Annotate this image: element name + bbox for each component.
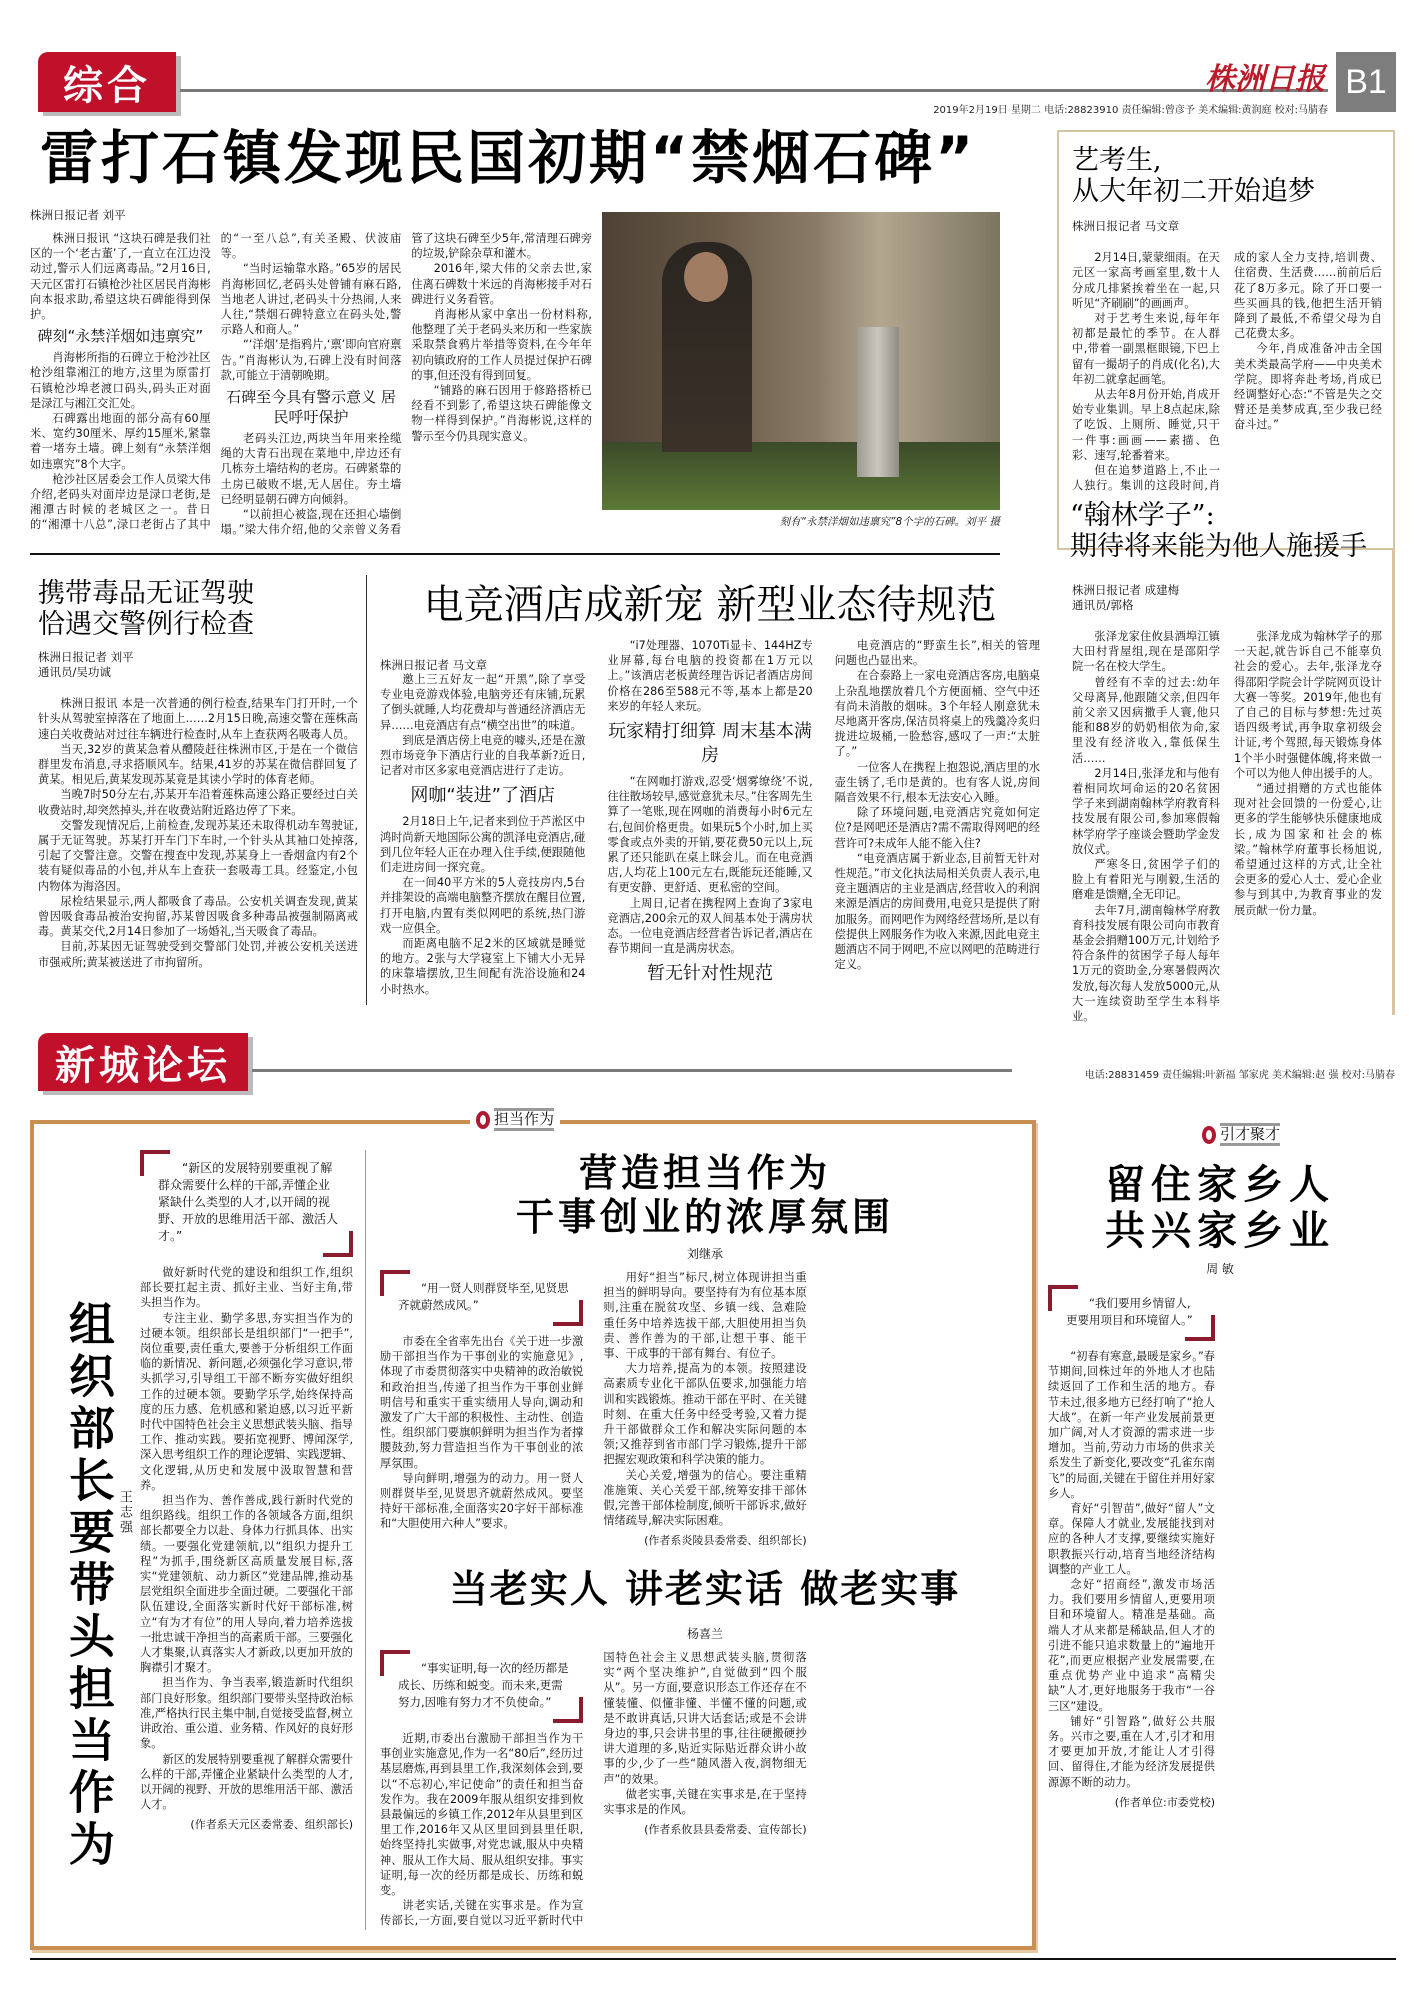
paragraph: 铺好“引智路”,做好公共服务。兴市之要,重在人才,引才和用才要更加开放,才能让人才引得回、留得住,才能为经济发展提供源源不断的动力。 — [1048, 1714, 1215, 1789]
circle-icon — [476, 1111, 490, 1129]
paragraph: 而距离电脑不足2米的区域就是睡觉的地方。2张与大学寝室上下铺大小无异的床靠墙摆放,卫生间配有洗浴设施和24小时热水。 — [380, 937, 586, 996]
masthead-logo: 株洲日报 — [1205, 62, 1325, 97]
paragraph: 育好“引智苗”,做好“留人”文章。保障人才就业,发展能找到对应的各种人才支撑,要继续实施好职教振兴行动,培育当地经济结构调整的产业工人。 — [1048, 1502, 1215, 1576]
paragraph: 担当作为、争当表率,锻造新时代组织部门良好形象。组织部门要带头坚持政治标准,严格执行民主集中制,自觉接受监督,树立讲政治、重公道、业务精、作风好的良好形象。 — [140, 1676, 353, 1751]
honest-author: 杨喜兰 — [686, 1627, 723, 1641]
page-number: B1 — [1336, 52, 1396, 112]
paragraph: 去年7月,湖南翰林学府教育科技发展有限公司向市教育基金会捐赠100万元,计划给予符合条件的贫困学子每人每年1万元的资助金,分寒暑假两次发放,每次每人发放5000元,从大一连续资助至学生本科毕业。 — [1072, 903, 1220, 1024]
paragraph: 用好“担当”标尺,树立体现讲担当重担当的鲜明导向。要坚持有为有位基本原则,注重在脱贫攻坚、乡镇一线、急难险重任务中培养选拔干部,大胆使用担当负责、善作善为的干部,让想干事、能干事、干成事的干部有舞台、有位子。 — [603, 1271, 807, 1361]
subheading: 网咖“装进”了酒店 — [410, 785, 555, 807]
paragraph: 张泽龙成为翰林学子的那一天起,就告诉自己不能辜负社会的爱心。去年,张泽龙夺得邵阳学院会计学院网页设计大赛一等奖。2019年,他也有了自己的目标与梦想:先过英语四级考试,再争取拿初级会计证,考个驾照,每天锻炼身体1个半小时强健体魄,将来做一个可以为他人伸出援手的人。 — [1234, 630, 1382, 780]
circle-icon — [1202, 1126, 1216, 1144]
stone-tablet — [857, 327, 899, 477]
hometown-quote: “我们要用乡情留人,更要用项目和环境留人。” — [1048, 1285, 1215, 1341]
lead-headline: 雷打石镇发现民国初期“禁烟石碑” — [40, 124, 977, 192]
paragraph: 株洲日报讯 本是一次普通的例行检查,结果车门打开时,一个针头从驾驶室掉落在了地面上……2月15日晚,高速交警在莲株高速白关收费站对过往车辆进行检查时,从车上查获两名吸毒人员。 — [38, 697, 358, 741]
hometown-signature: (作者单位:市委党校) — [1114, 1795, 1215, 1809]
headline-line: 期待将来能为他人施援手 — [1070, 531, 1367, 563]
title-line: 共兴家乡业 — [1105, 1208, 1335, 1254]
paragraph: “初春有寒意,最暖是家乡。”春节期间,回株过年的外地人才也陆续返回了工作和生活的地方。春节未过,很多地方已经打响了“抢人大战”。在新一年产业发展前景更加广阔,对人才资源的需求进一步增加。当前,劳动力市场的供求关系发生了新变化,要改变“孔雀东南飞”的局面,关键在于留住并用好家乡人。 — [1048, 1350, 1215, 1500]
paragraph: “i7处理器、1070Ti显卡、144HZ专业屏幕,每台电脑的投资都在1万元以上。”该酒店老板黄经理告诉记者酒店房间价格在286至588元不等,基本上都是20来岁的年轻人来玩。 — [607, 639, 813, 713]
paragraph: “通过捐赠的方式也能体现对社会回馈的一份爱心,让更多的学生能够快乐健康地成长,成为国家和社会的栋梁。”翰林学府董事长杨旭说,希望通过这样的方式,让全社会更多的爱心人士、爱心企业参与到其中,为教育事业的发展贡献一份力量。 — [1234, 782, 1382, 917]
header-meta: 2019年2月19日 星期二 电话:28823910 责任编辑:曾彦予 美术编辑:黄润庭 校对:马腈春 — [933, 105, 1328, 116]
honest-title: 当老实人 讲老实话 做老实事 — [449, 1567, 961, 1611]
esports-headline: 电竞酒店成新宠 新型业态待规范 — [423, 582, 997, 628]
paragraph: 当天,32岁的黄某急着从醴陵赶往株洲市区,于是在一个微信群里发布消息,寻求搭顺风车。结果,41岁的苏某在微信群回复了黄某。相见后,黄某发现苏某竟是其读小学时的体育老师。 — [38, 742, 358, 787]
hanlin-body — [1072, 629, 1382, 1029]
honest-signature: (作者系攸县县委常委、宣传部长) — [644, 1823, 807, 1837]
paragraph: 石碑露出地面的部分高有60厘米、宽约30厘米、厚约15厘米,紧靠着一堵夯土墙。碑上刻有“永禁洋烟如违禀究”8个大字。 — [30, 412, 211, 471]
paragraph: 担当作为、善作善成,践行新时代党的组织路线。组织工作的各领域各方面,组织部长都要全力以赴、身体力行抓具体、出实绩。一要强化党建领航,以“组织力提升工程”为抓手,围绕新区高质量发展目标,落实“党建领航、动力新区”党建品牌,推动基层党组织全面进步全面过硬。二要强化干部队伍建设,全面落实新时代好干部标准,树立“有为才有位”的用人导向,着力培养选拔一批忠诚干净担当的高素质干部。三要强化人才集聚,认真落实人才新政,以更加开放的胸襟引才聚才。 — [140, 1494, 353, 1675]
paragraph: 对于艺考生来说,每年年初都是最忙的季节。在人群中,带着一副黑框眼镜,下巴上留有一撮胡子的肖成(化名),大年初二就拿起画笔。 — [1072, 311, 1220, 386]
paragraph: “以前担心被盗,现在还担心墙倒塌。”梁大伟介绍,他的父亲曾义务看管了这块石碑至少5年,常清理石碑旁的垃圾,铲除杂草和灌木。 — [220, 232, 592, 537]
column-divider — [365, 1150, 366, 1930]
tag-talent — [1196, 1123, 1286, 1146]
atmosphere-title — [380, 1152, 1030, 1239]
paragraph: 老码头江边,两块当年用来拴缆绳的大青石出现在菜地中,岸边还有几栋夯土墙结构的老房。石碑紧靠的土房已破败不堪,无人居住。夯土墙已经明显朝石碑方向倾斜。 — [220, 432, 402, 506]
atmosphere-article — [380, 1270, 1030, 1550]
paragraph: 从去年8月份开始,肖成开始专业集训。早上8点起床,除了吃饭、上厕所、睡觉,只干一件事:画画——素描、色彩、速写,轮番着来。 — [1072, 387, 1220, 462]
paragraph: 2月14日,蒙蒙细雨。在天元区一家高考画室里,数十人分成几排紧挨着坐在一起,只听见“齐刷刷”的画画声。 — [1072, 251, 1220, 310]
paragraph: 念好“招商经”,激发市场活力。我们要用乡情留人,更要用项目和环境留人。精准是基础。高端人才从来都是稀缺品,但人才的引进不能只追求数量上的“遍地开花”,而更应根据产业发展需要,在重点优势产业中追求“高精尖缺”人才,更好地服务于我市“一谷三区”建设。 — [1048, 1578, 1215, 1713]
divider — [30, 553, 1000, 555]
org-title: 组织部长要带头担当作为 — [61, 1300, 116, 1872]
paragraph: “在网咖打游戏,忍受‘烟雾缭绕’不说,往往散场较早,感觉意犹未尽。”住客周先生算了一笔账,现在网咖的消费每小时6元左右,包间价格更贵。如果玩5个小时,加上买零食或点外卖的开销,要花费50元以上,玩累了还只能趴在桌上眯会儿。而在电竞酒店,人均花上100元左右,既能玩还能睡,又有更安静、更舒适、更私密的空间。 — [607, 775, 813, 895]
paragraph: 但在追梦道路上,不止一人独行。集训的这段时间,肖成的家人全力支持,培训费、住宿费、生活费……前前后后花了8万多元。除了开口要一些买画具的钱,他把生活开销降到了最低,不希望父母为自己花费太多。 — [1072, 251, 1382, 493]
paragraph: “铺路的麻石因用于修路搭桥已经看不到影了,希望这块石碑能像文物一样得到保护。”肖海彬说,这样的警示至今仍具现实意义。 — [411, 384, 592, 443]
honest-article — [380, 1650, 1030, 1935]
paragraph: 尿检结果显示,两人都吸食了毒品。公安机关调查发现,黄某曾因吸食毒品被治安拘留,苏某曾因吸食多种毒品被强制隔离戒毒。黄某交代,2月14日参加了一场婚礼,当天吸食了毒品。 — [38, 894, 358, 939]
paragraph: 肖海彬从家中拿出一份材料称,他整理了关于老码头来历和一些家族采取禁食鸦片举措等资料,在今年年初向镇政府的工作人员提过保护石碑的事,但还没有得到回复。 — [411, 308, 592, 382]
title-line: 营造担当作为 — [578, 1151, 831, 1195]
lead-article — [30, 208, 592, 548]
honest-quote: “事实证明,每一次的经历都是成长、历练和蜕变。而未来,更需努力,因唯有努力才不负使命。” — [380, 1650, 583, 1723]
paragraph: “电竞酒店属于新业态,目前暂无针对性规范。”市文化执法局相关负责人表示,电竞主题酒店的主业是酒店,经营收入的利润来源是酒店的房间费用,电竞只是提供了附加服务。而网吧作为网络经营场所,是以有偿提供上网服务作为收入来源,因此电竞主题酒店不同于网吧,不应以网吧的范畴进行定义。 — [834, 851, 1040, 972]
atmosphere-author: 刘继承 — [686, 1247, 723, 1261]
paragraph: 专注主业、勤学多思,夯实担当作为的过硬本领。组织部长是组织部门“一把手”,岗位重要,责任重大,要善于分析组织工作面临的新情况、新问题,必须强化学习意识,带头抓学习,引导组工干部不断夯实做好组织工作的过硬本领。要勤学乐学,始终保持高度的压力感、危机感和紧迫感,以习近平新时代中国特色社会主义思想武装头脑、指导工作、推动实践。要拓宽视野、博闻深学,深入思考组织工作的理论逻辑、实践逻辑、文化逻辑,从历史和发展中汲取智慧和营养。 — [140, 1311, 353, 1492]
org-signature: (作者系天元区委常委、组织部长) — [190, 1818, 353, 1832]
paragraph: 枪沙社区居委会工作人员梁大伟介绍,老码头对面岸边是渌口老街,是湘潭古时候的老城区之一。昔日的“湘潭十八总”,渌口老街占了其中的“一至八总”,有关圣殿、伏波庙等。 — [30, 232, 402, 532]
headline-line: “翰林学子”: — [1070, 500, 1215, 531]
paragraph: 电竞酒店的“野蛮生长”,相关的管理问题也凸显出来。 — [834, 639, 1040, 668]
byline-line: 通讯员/郭格 — [1072, 598, 1134, 612]
paragraph: 张泽龙家住攸县酒埠江镇大田村背屋组,现在是邵阳学院一名在校大学生。 — [1072, 630, 1220, 674]
subheading: 碑刻“永禁洋烟如违禀究” — [37, 327, 204, 346]
paragraph: 新区的发展特别要重视了解群众需要什么样的干部,弄懂企业紧缺什么类型的人才,以开阔的视野、开放的思维用活干部、激活人才。 — [140, 1752, 353, 1812]
drugs-body — [38, 696, 358, 970]
headline-line: 艺考生, — [1072, 145, 1162, 176]
hanlin-headline — [1070, 500, 1400, 562]
paragraph: 2月18日上午,记者来到位于芦淞区中鸿时尚新天地国际公寓的凯泽电竞酒店,碰到几位年轻人正在办理入住手续,便跟随他们走进房间一探究竟。 — [380, 815, 586, 875]
byline-line: 通讯员/吴功诚 — [38, 665, 111, 680]
paragraph: 除了环境问题,电竞酒店究竟如何定位?是网吧还是酒店?需不需取得网吧的经营许可?未成年人能不能入住? — [834, 806, 1040, 850]
paragraph: 邀上三五好友一起“开黑”,除了享受专业电竞游戏体验,电脑旁还有床铺,玩累了倒头就睡,人均花费却与普通经济酒店无异……电竞酒店有点“横空出世”的味道。 — [380, 673, 586, 732]
headline-line: 携带毒品无证驾驶 — [38, 578, 254, 609]
paragraph: 在一间40平方米的5人竞技房内,5台并排架设的高端电脑整齐摆放在醒目位置,打开电脑,内置有类似网吧的系统,热门游戏一应俱全。 — [380, 876, 586, 935]
esports-article — [380, 582, 1040, 1008]
title-line: 干事创业的浓厚氛围 — [515, 1194, 894, 1239]
paragraph: 2016年,梁大伟的父亲去世,家住离石碑数十米远的肖海彬接手对石碑进行义务看管。 — [411, 262, 592, 306]
paragraph: 关心关爱,增强为的信心。要注重精准施策、关心关爱干部,统筹安排干部休假,完善干部体检制度,倾听干部诉求,做好情绪疏导,解决实际困难。 — [603, 1468, 807, 1528]
byline-line: 株洲日报记者 成建梅 — [1072, 583, 1180, 597]
forum-meta: 电话:28831459 责任编辑:叶新福 邹家虎 美术编辑:赵 强 校对:马腈春 — [1084, 1070, 1395, 1081]
headline-line: 从大年初二开始追梦 — [1072, 176, 1315, 208]
paragraph: “‘洋烟’是指鸦片,‘禀’即向官府禀告。”肖海彬认为,石碑上没有时间落款,可能立于清朝晚期。 — [220, 338, 402, 382]
art-exam-byline: 株洲日报记者 马文章 — [1072, 219, 1180, 234]
page-bottom-rule — [30, 1958, 1396, 1960]
sidebar-border — [1392, 550, 1395, 1015]
art-exam-body — [1072, 250, 1382, 500]
paragraph: 近期,市委出台激励干部担当作为干事创业实施意见,作为一名“80后”,经历过基层磨炼,再到县里工作,我深刻体会到,要以“不忘初心,牢记使命”的责任和担当奋发作为。我在2009年服从组织安排到攸县最偏远的乡镇工作,2012年从县里到区里工作,2016年又从区里回到县里任职,始终坚持扎实做事,对党忠诚,服从中央精神、服从工作大局、服从组织安排。事实证明,每一次的经历都是成长、历练和蜕变。 — [380, 1732, 584, 1898]
paragraph: 交警发现情况后,上前检查,发现苏某还未取得机动车驾驶证,属于无证驾驶。苏某打开车门下车时,一个针头从其袖口处掉落,引起了交警注意。交警在搜查中发现,苏某身上一香烟盒内有2个装有疑似毒品的小包,并从车上查获一套吸毒工具。经鉴定,小包内物体为海洛因。 — [38, 818, 358, 893]
forum-rule — [252, 1069, 1012, 1072]
tag-label: 担当作为 — [494, 1108, 554, 1131]
paragraph: 导向鲜明,增强为的动力。用一贤人则群贤毕至,见贤思齐就蔚然成风。要坚持好干部标准,全面落实20字好干部标准和“大胆使用六种人”要求。 — [380, 1471, 584, 1531]
header-rule — [180, 89, 1328, 92]
paragraph: 肖海彬所指的石碑立于枪沙社区枪沙组靠湘江的地方,这里为原雷打石镇枪沙埠老渡口码头,码头正对面是渌江与湘江交汇处。 — [30, 351, 211, 410]
title-line: 留住家乡人 — [1105, 1162, 1335, 1208]
hometown-title — [1045, 1162, 1395, 1254]
drugs-article — [38, 578, 358, 970]
lead-photo — [602, 212, 1000, 510]
section-tab-forum: 新城论坛 — [38, 1033, 248, 1091]
headline-line: 恰遇交警例行检查 — [38, 609, 254, 641]
hometown-article — [1048, 1285, 1396, 1940]
esports-body — [380, 638, 1040, 1008]
paragraph: 曾经有不幸的过去:幼年父母离异,他跟随父亲,但四年前父亲又因病撒手人寰,他只能和88岁的奶奶相依为命,家里没有经济收入,靠低保生活…… — [1072, 675, 1220, 765]
drugs-headline — [38, 578, 358, 640]
org-article — [140, 1150, 353, 1832]
subheading: 暂无针对性规范 — [646, 963, 773, 985]
photo-caption: 刻有“永禁洋烟如违禀究”8个字的石碑。刘平 摄 — [779, 516, 1000, 528]
drugs-byline — [38, 650, 358, 680]
org-body — [140, 1265, 353, 1812]
paragraph: 株洲日报讯 “这块石碑是我们社区的一个‘老古董’了,一直立在江边没动过,警示人们远离毒品。”2月16日,天元区雷打石镇枪沙社区居民肖海彬向本报求助,希望这块石碑能得到保护。 — [30, 232, 211, 322]
paragraph: 做好新时代党的建设和组织工作,组织部长要扛起主责、抓好主业、当好主角,带头担当作为。 — [140, 1266, 353, 1310]
paragraph: 上周日,记者在携程网上查询了3家电竞酒店,200余元的双人间基本处于满房状态。一位电竞酒店经营者告诉记者,酒店在春节期间一直是满房状态。 — [607, 896, 813, 956]
paragraph: 2月14日,张泽龙和与他有着相同坎坷命运的20名贫困学子来到湖南翰林学府教育科技发展有限公司,参加寒假翰林学府学子座谈会暨助学金发放仪式。 — [1072, 766, 1220, 856]
paragraph: 今年,肖成准备冲击全国美术类最高学府——中央美术学院。即将奔赴考场,肖成已经调整好心态:“不管是失之交臂还是美梦成真,至少我已经奋斗过。” — [1234, 342, 1382, 432]
atmosphere-signature: (作者系炎陵县委常委、组织部长) — [644, 1534, 807, 1548]
paragraph: 到底是酒店傍上电竞的噱头,还是在激烈市场竞争下酒店行业的自我革新?近日,记者对市区多家电竞酒店进行了走访。 — [380, 733, 586, 778]
paragraph: 一位客人在携程上抱怨说,酒店里的水壶生锈了,毛巾是黄的。也有客人说,房间隔音效果不行,根本无法安心入睡。 — [834, 760, 1040, 805]
atmosphere-quote: “用一贤人则群贤毕至,见贤思齐就蔚然成风。” — [380, 1270, 583, 1326]
hanlin-article — [1072, 583, 1382, 1029]
hanlin-byline — [1072, 583, 1382, 613]
subheading: 石碑至今具有警示意义 居民呼吁保护 — [226, 388, 396, 427]
paragraph: 做老实事,关键在实事求是,在于坚持实事求是的作风。 — [603, 1787, 807, 1817]
paragraph: 市委在全省率先出台《关于进一步激励干部担当作为干事创业的实施意见》,体现了市委贯彻落实中央精神的政治敏锐和政治担当,传递了担当作为干事创业鲜明信号和重实干重实绩用人导向,调动和激发了广大干部的积极性、主动性、创造性。组织部门要旗帜鲜明为担当作为者撑腰鼓劲,努力营造担当作为干事创业的浓厚氛围。 — [380, 1335, 584, 1470]
subheading: 玩家精打细算 周末基本满房 — [608, 721, 812, 767]
hometown-author: 周 敏 — [1206, 1262, 1234, 1276]
paragraph: 讲老实话,关键在实事求是。作为宣传部长,一方面,要自觉以习近平新时代中国特色社会主义思想武装头脑,贯彻落实“两个坚决维护”,自觉做到“四个服从”。另一方面,要意识形态工作还存在不懂装懂、似懂非懂、半懂不懂的问题,或是不敢讲真话,只讲大话套话;或是不会讲身边的事,只会讲书里的事,往往硬搬硬抄讲大道理的多,贴近实际贴近群众讲小故事的少,少了一些“随风潜入夜,润物细无声”的效果。 — [380, 1651, 807, 1928]
paragraph: 严寒冬日,贫困学子们的脸上有着阳光与刚毅,生活的磨难是馈赠,全无印记。 — [1072, 858, 1220, 902]
section-tab-general: 综合 — [38, 52, 176, 112]
paragraph: “当时运输靠水路。”65岁的居民肖海彬回忆,老码头处曾铺有麻石路,当地老人讲过,老码头十分热闹,人来人往,“禁烟石碑特意立在码头处,警示路人和商人。” — [220, 262, 402, 337]
lead-body — [30, 231, 592, 547]
column-divider — [366, 575, 367, 1005]
hometown-body — [1048, 1349, 1215, 1790]
art-exam-headline — [1072, 145, 1382, 207]
art-exam-article — [1072, 145, 1382, 500]
tag-label: 引才聚才 — [1220, 1123, 1280, 1146]
paragraph: 当晚7时50分左右,苏某开车沿着莲株高速公路正要经过白关收费站时,却突然掉头,并在收费站附近路边停了下来。 — [38, 788, 358, 817]
byline-line: 株洲日报记者 刘平 — [38, 650, 134, 665]
paragraph: 目前,苏某因无证驾驶受到交警部门处罚,并被公安机关送进市强戒所;黄某被送进了市拘留所。 — [38, 940, 358, 969]
tag-responsibility — [470, 1108, 560, 1131]
paragraph: 在合泰路上一家电竞酒店客房,电脑桌上杂乱地摆放着几个方便面桶、空气中还有尚未消散的烟味。3个年轻人刚意犹未尽地离开客房,保洁员将桌上的残羹冷炙归拢进垃圾桶,一脸愁容,感叹了一声:“太脏了。” — [834, 669, 1040, 759]
paragraph: 大力培养,提高为的本领。按照建设高素质专业化干部队伍要求,加强能力培训和实践锻炼。推动干部在平时、在关键时刻、在重大任务中经受考验,又着力提升干部做群众工作和解决实际问题的本领;又推荐到省市部门学习锻炼,提升干部把握宏观政策和科学决策的能力。 — [603, 1362, 807, 1467]
lead-byline: 株洲日报记者 刘平 — [30, 208, 126, 222]
org-quote: “新区的发展特别要重视了解群众需要什么样的干部,弄懂企业紧缺什么类型的人才,以开阔的视野、开放的思维用活干部、激活人才。” — [140, 1150, 353, 1257]
org-author: 王志强 — [117, 1490, 132, 1535]
esports-byline: 株洲日报记者 马文章 — [380, 658, 488, 672]
